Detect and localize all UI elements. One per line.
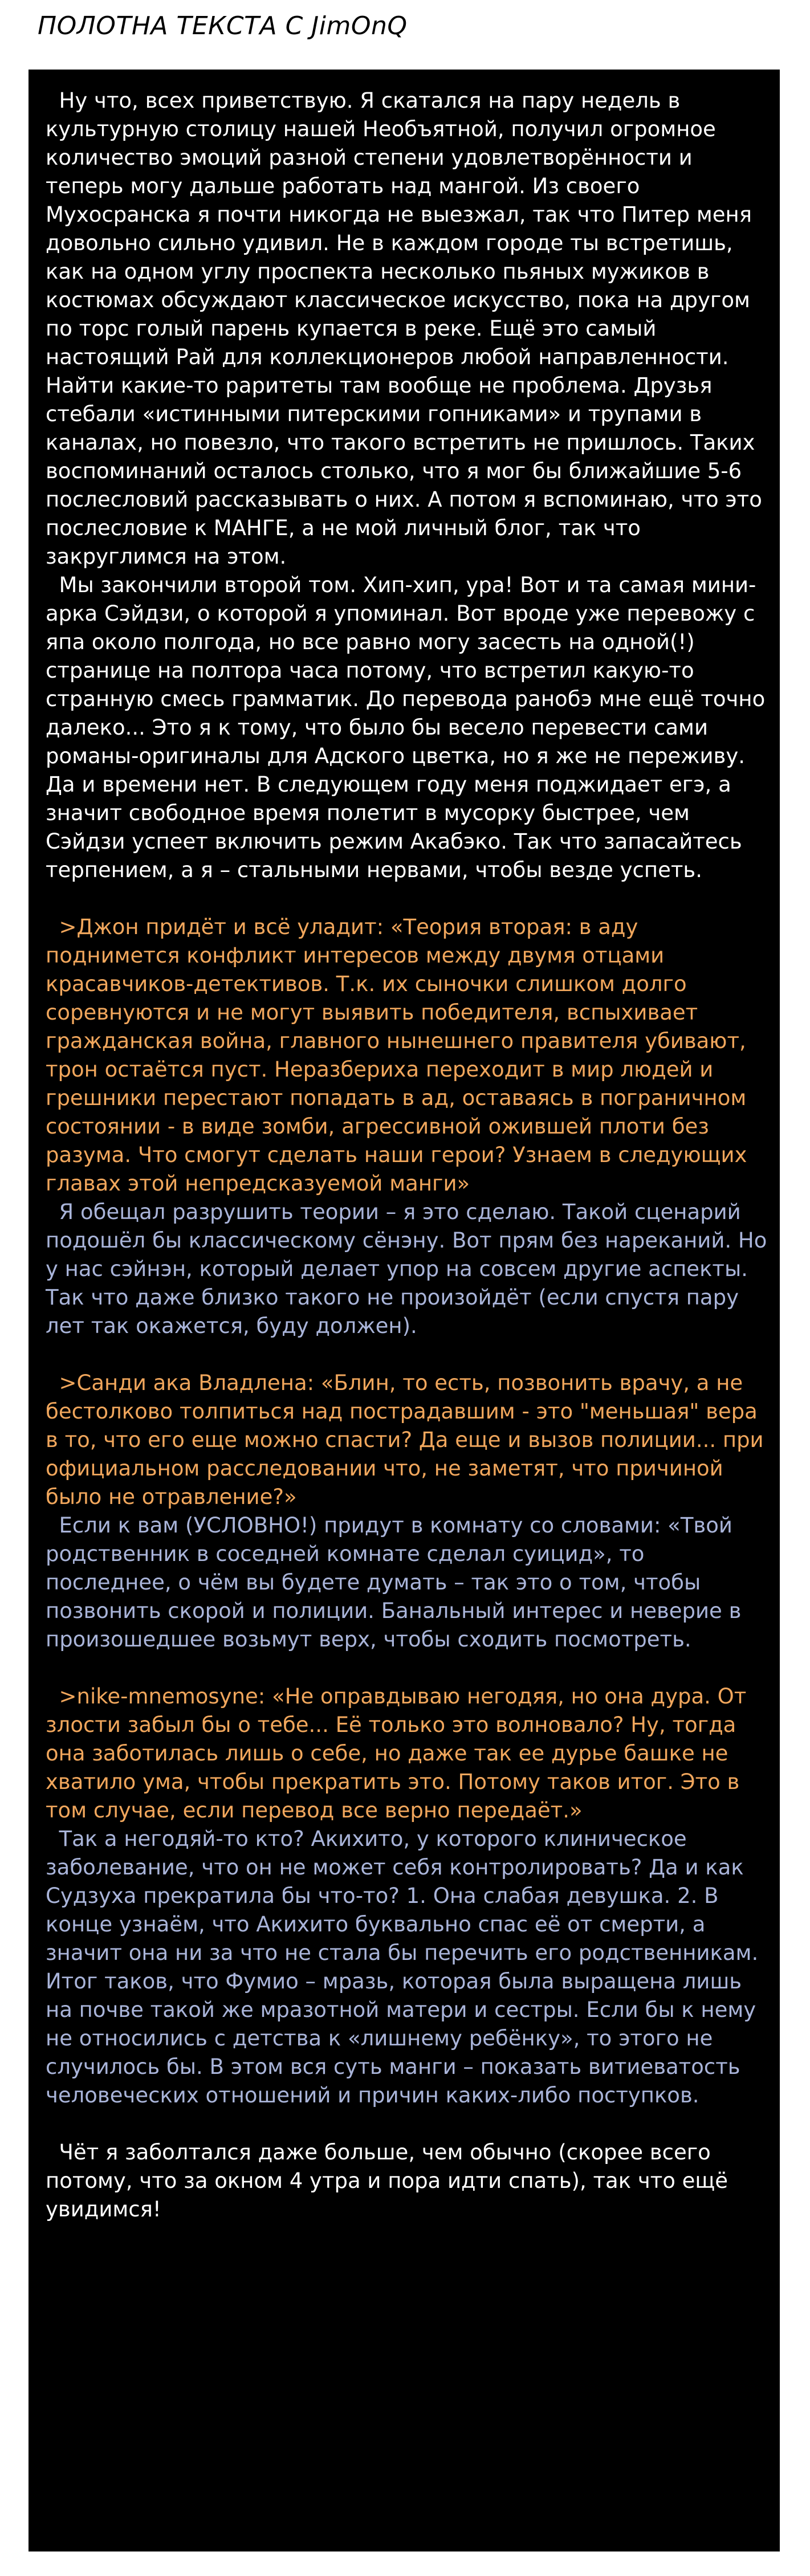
text-panel (29, 70, 780, 2551)
author-reply: Если к вам (УСЛОВНО!) придут в комнату со словами: «Твой родственник в соседней комнате сделал суицид», то последнее, о чём вы будете думать – так это о том, чтобы позвонить скорой и полиции. Банальный интерес и неверие в произошедшее возьмут верх, чтобы сходить посмотреть. (46, 1513, 748, 1652)
text-panel-content (46, 87, 774, 2224)
reader-comment-quote: >nike-mnemosyne: «Не оправдываю негодяя, но она дура. От злости забыл бы о тебе... Её только это волновало? Ну, тогда она заботилась лишь о себе, но даже так ее дурье башке не хватило ума, чтобы прекратить это. Потому таков итог. Это в том случае, если перевод все верно передаёт.» (46, 1684, 754, 1823)
page-title: ПОЛОТНА ТЕКСТА С JimOnQ (38, 11, 408, 40)
author-paragraph-volume: Мы закончили второй том. Хип-хип, ура! Вот и та самая мини-арка Сэйдзи, о которой я упоминал. Вот вроде уже перевожу с япа около полгода, но все равно могу засесть на одной(!) странице на полтора часа потому, что встретил какую-то странную смесь грамматик. До перевода ранобэ мне ещё точно далеко... Это я к тому, что было бы весело перевести сами романы-оригиналы для Адского цветка, но я же не переживу. Да и времени нет. В следующем году меня поджидает егэ, а значит свободное время полетит в мусорку быстрее, чем Сэйдзи успеет включить режим Акабэко. Так что запасайтесь терпением, а я – стальными нервами, чтобы везде успеть. (46, 573, 772, 882)
paragraph-spacer (46, 885, 771, 913)
author-reply: Так а негодяй-то кто? Акихито, у которого клиническое заболевание, что он не может себя контролировать? Да и как Судзуха прекратила бы что-то? 1. Она слабая девушка. 2. В конце узнаём, что Акихито буквально спас её от смерти, а значит она ни за что не стала бы перечить его родственникам. Итог таков, что Фумио – мразь, которая была выращена лишь на почве такой же мразотной матери и сестры. Если бы к нему не относились с детства к «лишнему ребёнку», то этого не случилось бы. В этом вся суть манги – показать витиеватость человеческих отношений и причин каких-либо поступков. (46, 1827, 765, 2108)
author-paragraph-outro: Чёт я заболтался даже больше, чем обычно (скорее всего потому, что за окном 4 утра и пора идти спать), так что ещё увидимся! (46, 2140, 735, 2222)
author-reply: Я обещал разрушить теории – я это сделаю. Такой сценарий подошёл бы классическому сёнэну. Вот прям без нареканий. Но у нас сэйнэн, который делает упор на совсем другие аспекты. Так что даже близко такого не произойдёт (если спустя пару лет так окажется, буду должен). (46, 1200, 774, 1338)
paragraph-spacer (46, 1654, 771, 1682)
reader-comment-quote: >Джон придёт и всё уладит: «Теория вторая: в аду поднимется конфликт интересов между двумя отцами красавчиков-детективов. Т.к. их сыночки слишком долго соревнуются и не могут выявить победителя, вспыхивает гражданская война, главного нынешнего правителя убивают, трон остаётся пуст. Неразбериха переходит в мир людей и грешники перестают попадать в ад, оставаясь в пограничном состоянии - в виде зомби, агрессивной ожившей плоти без разума. Что смогут сделать наши герои? Узнаем в следующих главах этой непредсказуемой манги» (46, 915, 754, 1196)
paragraph-spacer (46, 1340, 771, 1369)
paragraph-spacer (46, 2110, 771, 2138)
author-paragraph-intro: Ну что, всех приветствую. Я скатался на пару недель в культурную столицу нашей Необъятной, получил огромное количество эмоций разной степени удовлетворённости и теперь могу дальше работать над мангой. Из своего Мухосранска я почти никогда не выезжал, так что Питер меня довольно сильно удивил. Не в каждом городе ты встретишь, как на одном углу проспекта несколько пьяных мужиков в костюмах обсуждают классическое искусство, пока на другом по торс голый парень купается в реке. Ещё это самый настоящий Рай для коллекционеров любой направленности. Найти какие-то раритеты там вообще не проблема. Друзья стебали «истинными питерскими гопниками» и трупами в каналах, но повезло, что такого встретить не пришлось. Таких воспоминаний осталось столько, что я мог бы ближайшие 5-6 послесловий рассказывать о них. А потом я вспоминаю, что это послесловие к МАНГЕ, а не мой личный блог, так что закруглимся на этом. (46, 88, 769, 569)
reader-comment-quote: >Санди ака Владлена: «Блин, то есть, позвонить врачу, а не бестолково толпиться над пострадавшим - это "меньшая" вера в то, что его еще можно спасти? Да еще и вызов полиции... при официальном расследовании что, не заметят, что причиной было не отравление?» (46, 1371, 771, 1509)
